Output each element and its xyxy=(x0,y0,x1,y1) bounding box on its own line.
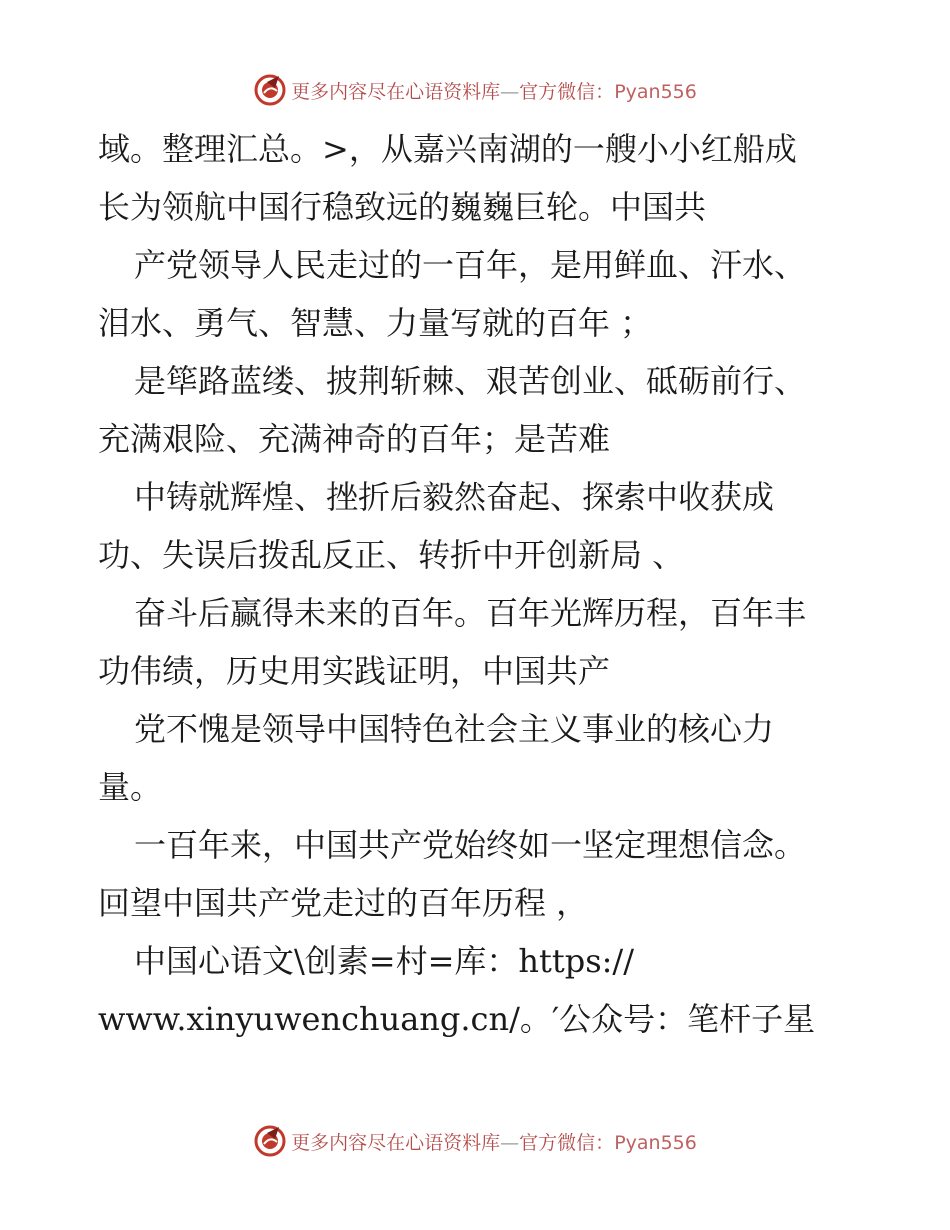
body-line: 党不愧是领导中国特色社会主义事业的核心力 xyxy=(134,710,775,748)
header-separator: — xyxy=(500,80,520,103)
footer-site-text: 更多内容尽在心语资料库 xyxy=(291,1131,501,1154)
body-line: 功伟绩，历史用实践证明，中国共产 xyxy=(98,652,611,690)
footer-wechat-id: Pyan556 xyxy=(614,1131,697,1154)
body-line: 长为领航中国行稳致远的巍巍巨轮。中国共 xyxy=(98,188,707,226)
body-line: 回望中国共产党走过的百年历程 ， xyxy=(98,884,589,922)
footer-watermark xyxy=(0,1123,950,1159)
body-line: 量。 xyxy=(98,768,163,806)
footer-wechat-label: 官方微信： xyxy=(519,1131,615,1154)
header-site-text: 更多内容尽在心语资料库 xyxy=(291,80,501,103)
body-line: 域。整理汇总。>，从嘉兴南湖的一艘小小红船成 xyxy=(98,130,797,168)
logo-icon xyxy=(253,73,287,107)
header-watermark xyxy=(0,72,950,108)
body-line: 奋斗后赢得未来的百年。百年光辉历程，百年丰 xyxy=(134,594,807,632)
logo-icon xyxy=(253,1124,287,1158)
body-line: 中国心语文\创素=村=库：https:// xyxy=(134,942,634,980)
body-line: 功、失误后拨乱反正、转折中开创新局 、 xyxy=(98,536,685,574)
body-line: 充满艰险、充满神奇的百年；是苦难 xyxy=(98,420,611,458)
body-line: 泪水、勇气、智慧、力量写就的百年 ； xyxy=(98,304,653,342)
header-wechat-label: 官方微信： xyxy=(519,80,615,103)
body-line: 中铸就辉煌、挫折后毅然奋起、探索中收获成 xyxy=(134,478,775,516)
body-line: 是筚路蓝缕、披荆斩棘、艰苦创业、砥砺前行、 xyxy=(134,362,807,400)
body-line: 一百年来，中国共产党始终如一坚定理想信念。 xyxy=(134,826,807,864)
header-wechat-id: Pyan556 xyxy=(614,80,697,103)
footer-separator: — xyxy=(500,1131,520,1154)
body-line: 产党领导人民走过的一百年，是用鲜血、汗水、 xyxy=(134,246,807,284)
body-line: www.xinyuwenchuang.cn/。′公众号：笔杆子星 xyxy=(98,1000,816,1038)
